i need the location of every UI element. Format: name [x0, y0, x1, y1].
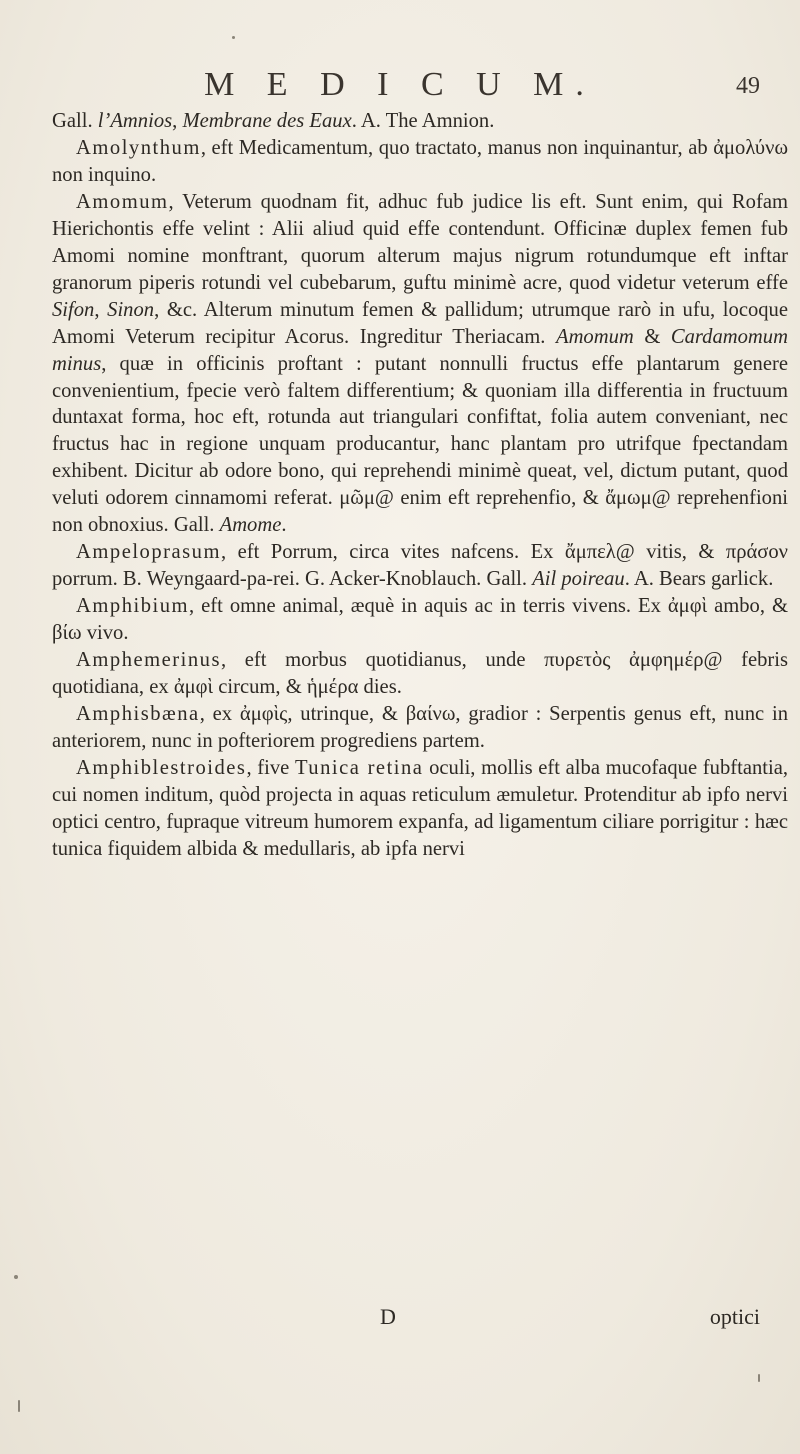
entry-ampeloprasum — [52, 539, 788, 593]
entry-text: . A. Bears garlick. — [624, 568, 774, 591]
italic-term: Amomum — [555, 325, 634, 348]
entry-text: , eft Medicamentum, quo tractato, manus non inquinantur, ab ἀμολύνω non inquino. — [52, 136, 788, 186]
entry-text: , eft Porrum, circa vites nafcens. Ex ἄμπελ@ vitis, & πράσον porrum. B. Weyngaard-pa-rei. G. Acker-Knoblauch. Gall. — [52, 541, 788, 591]
dictionary-body — [52, 108, 788, 863]
headword: Amomum — [76, 190, 169, 213]
italic-term: Amome — [219, 514, 282, 537]
entry-separator: , — [172, 110, 183, 132]
paper-speck — [18, 1400, 20, 1412]
signature-mark: D — [380, 1304, 396, 1329]
headword: Tunica retina — [294, 756, 424, 779]
entry-text: & — [633, 325, 671, 348]
headword: Amolynthum — [76, 136, 201, 159]
entry-text: . — [281, 514, 287, 537]
entry-amolynthum — [52, 135, 788, 189]
entry-text: , — [94, 298, 108, 321]
running-head: M E D I C U M. — [204, 66, 596, 103]
page-number: 49 — [736, 73, 760, 99]
paper-speck — [232, 36, 235, 39]
entry-amnios — [52, 108, 788, 135]
entry-text: , five — [246, 756, 295, 779]
entry-text: , Veterum quodnam fit, adhuc fub judice lis eft. Sunt enim, qui Rofam Hierichontis effe velint : Alii aliud quid effe contendunt. Officinæ duplex femen fub Amomi nomine monftrant, quorum alterum majus nigrum rotundumque eft inftar granorum piperis rotundi vel cubebarum, guftu minimè acre, quod videtur veterum effe — [52, 190, 788, 294]
headword: Amphemerinus — [76, 649, 221, 672]
entry-amphibium — [52, 593, 788, 647]
paper-speck — [14, 1275, 18, 1279]
paper-speck — [758, 1374, 760, 1382]
entry-text: , eft omne animal, æquè in aquis ac in terris vivens. Ex ἀμφὶ ambo, & βίω vivo. — [52, 595, 788, 645]
entry-lead: Gall. — [52, 110, 98, 132]
entry-text: , eft morbus quotidianus, unde πυρετὸς ἀμφημέρ@ febris quotidiana, ex ἀμφὶ circum, & ἡμέρα dies. — [52, 649, 788, 699]
entry-text: , &c. Alterum minutum femen & pallidum; utrumque rarò in ufu, locoque Amomi Veterum recipitur Acorus. Ingreditur Theriacam. — [52, 298, 788, 348]
entry-amphiblestroides — [52, 755, 788, 863]
italic-term: Ail poireau — [532, 568, 625, 591]
headword: Amphibium — [76, 595, 190, 618]
italic-term: Cardamomum minus — [52, 325, 788, 375]
headword: l’Amnios — [97, 110, 173, 132]
entry-amphemerinus — [52, 647, 788, 701]
french-term: Membrane des Eaux — [182, 110, 352, 132]
entry-text: , ex ἀμφὶς, utrinque, & βαίνω, gradior : Serpentis genus eft, nunc in anteriorem, nunc in pofteriorem progrediens partem. — [52, 702, 788, 752]
entry-text: oculi, mollis eft alba mucofaque fubftantia, cui nomen inditum, quòd projecta in aquas reticulum æmuletur. Protenditur ab ipfo nervi optici centro, fupraque vitreum humorem expanfa, ad ligamentum ciliare porrigitur : hæc tunica fiquidem albida & medullaris, ab ipfa nervi — [52, 756, 788, 860]
headword: Amphiblestroides — [76, 756, 247, 779]
entry-amomum — [52, 189, 788, 539]
entry-amphisbaena — [52, 701, 788, 755]
entry-text: . A. The Amnion. — [351, 110, 495, 132]
headword: Ampeloprasum — [76, 541, 221, 564]
headword: Amphisbæna — [76, 702, 200, 725]
catchword: optici — [709, 1304, 760, 1329]
italic-term: Sinon — [107, 298, 155, 321]
italic-term: Sifon — [52, 298, 95, 321]
entry-text: , quæ in officinis proftant : putant nonnulli fructus effe plantarum genere convenientium, fpecie verò faltem differentium; & quoniam illa differentia in fructuum duntaxat forma, hoc eft, rotunda aut triangulari confiftat, folia autem conveniant, nec fructus hac in regione unquam producantur, hanc plantam pro utrifque fpectandam exhibent. Dicitur ab odore bono, qui reprehendi minimè queat, vel, dictum putant, quod veluti odorem cinnamomi referat. μῶμ@ enim eft reprehenfio, & ἄμωμ@ reprehenfioni non obnoxius. Gall. — [52, 352, 788, 537]
